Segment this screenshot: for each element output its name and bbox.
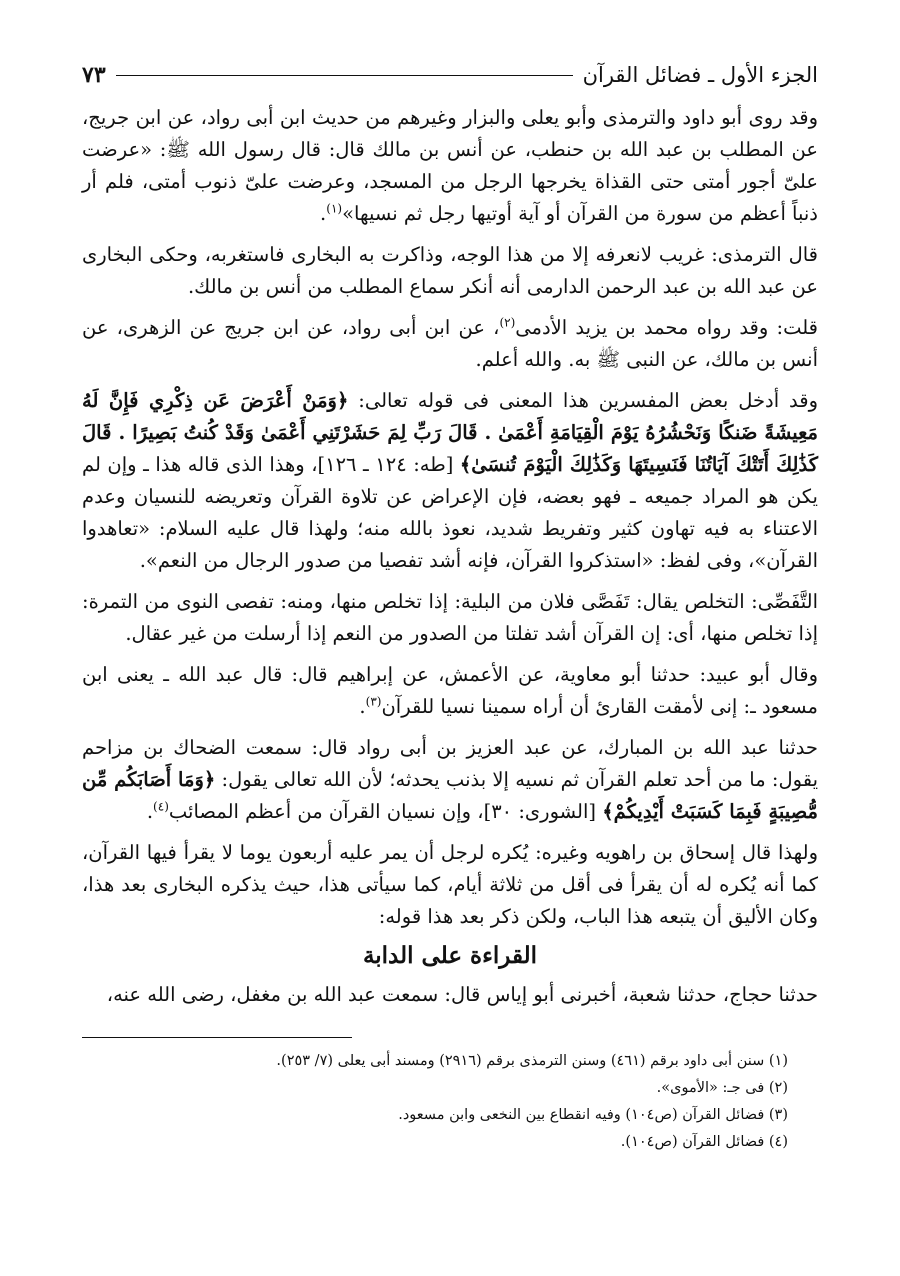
quran-quote: ﴿وَمَا أَصَابَكُم مِّن مُّصِيبَةٍ فَبِمَا كَسَبَتْ أَيْدِيكُمْ﴾ (82, 768, 818, 823)
text-segment: [طه: ١٢٤ ـ ١٢٦]، وهذا الذى قاله هذا ـ وإن لم يكن هو المراد جميعه ـ فهو بعضه، فإن الإعراض عن تلاوة القرآن وتعريضه للنسيان وعدم الاعتناء به فيه تهاون كثير وتفريط شديد، نعوذ بالله منه؛ ولهذا قال عليه السلام: «تعاهدوا القرآن»، وفى لفظ: «استذكروا القرآن، فإنه أشد تفصيا من صدور الرجال من النعم». (82, 453, 818, 572)
footnote-ref: (٤) (153, 799, 169, 814)
paragraph (82, 659, 818, 723)
header-rule (116, 75, 573, 76)
page-number: ٧٣ (82, 62, 106, 88)
text-segment: . (146, 800, 154, 823)
text-segment: حدثنا عبد الله بن المبارك، عن عبد العزيز بن أبى رواد قال: سمعت الضحاك بن مزاحم يقول: ما من أحد تعلم القرآن ثم نسيه إلا بذنب يحدثه؛ لأن الله تعالى يقول: (82, 736, 818, 791)
paragraph: حدثنا حجاج، حدثنا شعبة، أخبرنى أبو إياس قال: سمعت عبد الله بن مغفل، رضى الله عنه، (106, 983, 818, 1006)
paragraph (82, 312, 818, 376)
paragraph (82, 102, 818, 230)
footnote-rule (82, 1037, 352, 1038)
footnote-ref: (٣) (365, 694, 382, 709)
running-title: الجزء الأول ـ فضائل القرآن (582, 63, 818, 87)
text-segment: قلت: وقد رواه محمد بن يزيد الأدمى (515, 316, 818, 339)
text-segment: ولهذا قال إسحاق بن راهويه وغيره: يُكره لرجل أن يمر عليه أربعون يوما لا يقرأ فيها القرآن، كما أنه يُكره له أن يقرأ فى أقل من ثلاثة أيام، كما سيأتى هذا، حيث يذكره البخارى بعد هذا، وكان الأليق أن يتبعه هذا الباب، ولكن ذكر بعد هذا قوله: (82, 841, 818, 928)
footnote: (١) سنن أبى داود برقم (٤٦١) وسنن الترمذى برقم (٢٩١٦) ومسند أبى يعلى (٧/ ٢٥٣). (276, 1053, 788, 1069)
paragraph (82, 385, 818, 577)
section-heading: القراءة على الدابة (362, 942, 538, 969)
page-body (82, 102, 818, 1011)
text-segment: [الشورى: ٣٠]، وإن نسيان القرآن من أعظم المصائب (168, 800, 603, 823)
footnote: (٣) فضائل القرآن (ص١٠٤) وفيه انقطاع بين النخعى وابن مسعود. (398, 1107, 788, 1123)
paragraph (82, 586, 818, 650)
text-segment: وقد روى أبو داود والترمذى وأبو يعلى والبزار وغيرهم من حديث ابن أبى رواد، عن ابن جريج، عن المطلب بن عبد الله بن حنطب، عن أنس بن مالك قال: قال رسول الله ﷺ: «عرضت علىّ أجور أمتى حتى القذاة يخرجها الرجل من المسجد، وعرضت علىّ ذنوب أمتى، فلم أر ذنباً أعظم من سورة من القرآن أو آية أوتيها رجل ثم نسيها» (82, 106, 818, 225)
paragraph (82, 239, 818, 303)
text-segment: . (320, 202, 327, 225)
footnote-ref: (١) (326, 201, 343, 216)
text-segment: التَّفَصِّى: التخلص يقال: تَفَصَّى فلان من البلية: إذا تخلص منها، ومنه: تفصى النوى من التمرة: إذا تخلص منها، أى: إن القرآن أشد تفلتا من الصدور من النعم إذا أرسلت من غير عقال. (82, 590, 818, 645)
paragraph (82, 732, 818, 828)
running-header (82, 58, 818, 92)
text-segment: قال الترمذى: غريب لانعرفه إلا من هذا الوجه، وذاكرت به البخارى فاستغربه، وحكى البخارى عن عبد الله بن عبد الرحمن الدارمى أنه أنكر سماع المطلب من أنس بن مالك. (82, 243, 818, 298)
text-segment: . (359, 695, 366, 718)
footnote: (٤) فضائل القرآن (ص١٠٤). (620, 1134, 788, 1150)
text-segment: وقال أبو عبيد: حدثنا أبو معاوية، عن الأعمش، عن إبراهيم قال: قال عبد الله ـ يعنى ابن مسعود ـ: إنى لأمقت القارئ أن أراه سمينا نسيا للقرآن (82, 663, 818, 718)
text-segment: وقد أدخل بعض المفسرين هذا المعنى فى قوله تعالى: (348, 389, 818, 412)
footnotes (82, 1048, 818, 1156)
paragraphs (82, 102, 818, 933)
footnote: (٢) فى جـ: «الأموى». (656, 1080, 788, 1096)
quran-quote: ﴿وَمَنْ أَعْرَضَ عَن ذِكْرِي فَإِنَّ لَهُ مَعِيشَةً ضَنكًا وَنَحْشُرُهُ يَوْمَ الْقِيَامَةِ أَعْمَىٰ . قَالَ رَبِّ لِمَ حَشَرْتَنِي أَعْمَىٰ وَقَدْ كُنتُ بَصِيرًا . قَالَ كَذَٰلِكَ أَتَتْكَ آيَاتُنَا فَنَسِيتَهَا وَكَذَٰلِكَ الْيَوْمَ تُنسَىٰ﴾ (82, 389, 818, 476)
text-segment: ، عن ابن أبى رواد، عن ابن جريج عن الزهرى، عن أنس بن مالك، عن النبى ﷺ به. والله أعلم. (82, 316, 818, 371)
footnote-ref: (٢) (499, 315, 516, 330)
paragraph (82, 837, 818, 933)
